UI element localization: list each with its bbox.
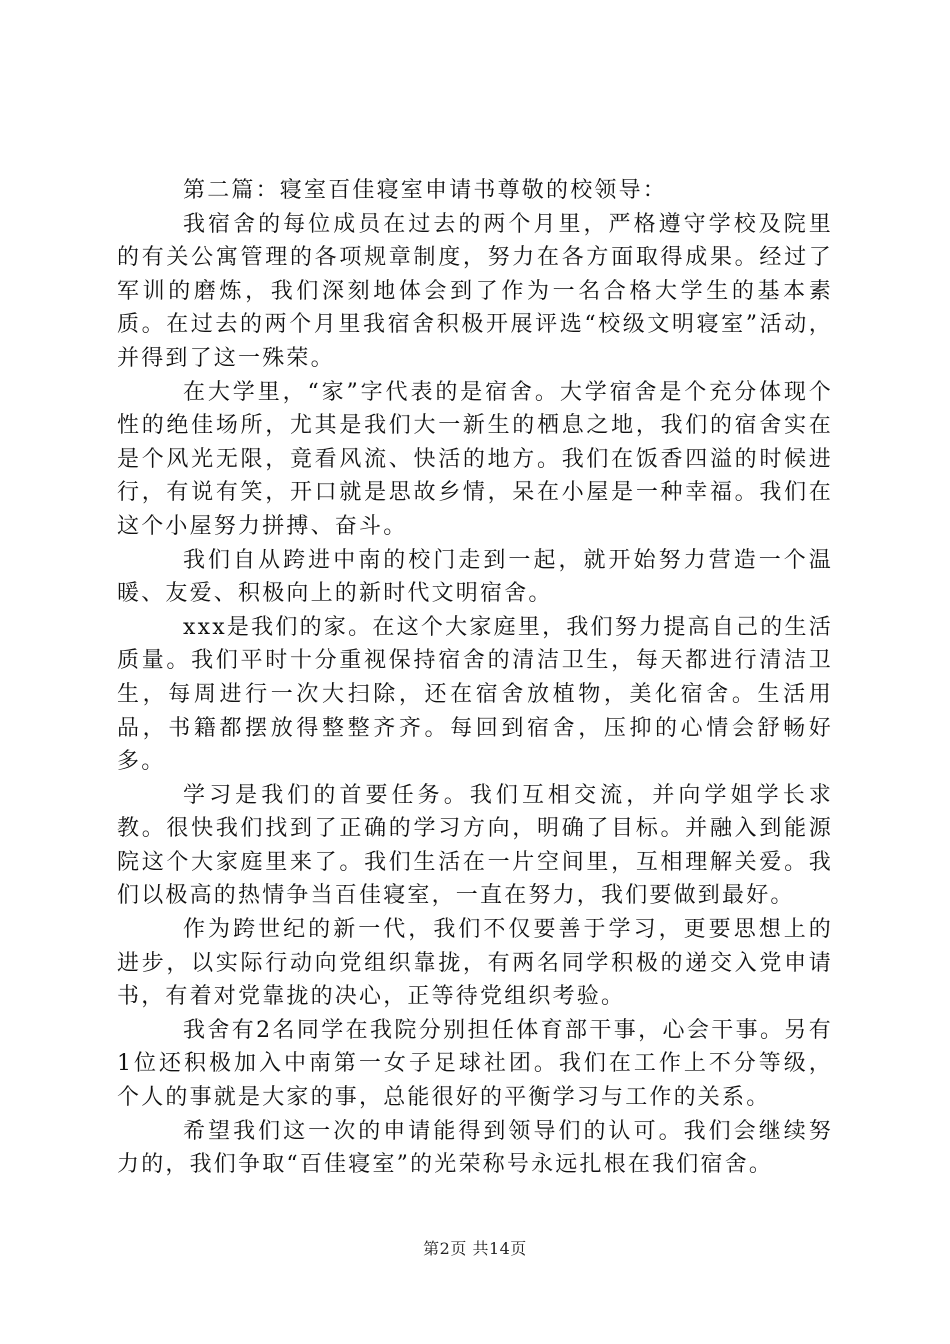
paragraph: xxx是我们的家。在这个大家庭里，我们努力提高自己的生活质量。我们平时十分重视保持宿舍的清洁卫生，每天都进行清洁卫生，每周进行一次大扫除，还在宿舍放植物，美化宿舍。生活用品，书籍都摆放得整整齐齐。每回到宿舍，压抑的心情会舒畅好多。 (117, 614, 833, 775)
paragraph: 学习是我们的首要任务。我们互相交流，并向学姐学长求教。很快我们找到了正确的学习方向，明确了目标。并融入到能源院这个大家庭里来了。我们生活在一片空间里，互相理解关爱。我们以极高的热情争当百佳寝室，一直在努力，我们要做到最好。 (117, 782, 833, 909)
paragraph: 我舍有2名同学在我院分别担任体育部干事，心会干事。另有1位还积极加入中南第一女子足球社团。我们在工作上不分等级，个人的事就是大家的事，总能很好的平衡学习与工作的关系。 (117, 1017, 833, 1111)
page-footer (0, 1238, 950, 1260)
document-title: 第二篇：寝室百佳寝室申请书尊敬的校领导： (183, 178, 668, 203)
paragraph: 作为跨世纪的新一代，我们不仅要善于学习，更要思想上的进步，以实际行动向党组织靠拢，有两名同学积极的递交入党申请书，有着对党靠拢的决心，正等待党组织考验。 (117, 917, 833, 1010)
paragraph: 我们自从跨进中南的校门走到一起，就开始努力营造一个温暖、友爱、积极向上的新时代文明宿舍。 (117, 547, 833, 607)
paragraph: 希望我们这一次的申请能得到领导们的认可。我们会继续努力的，我们争取“百佳寝室”的光荣称号永远扎根在我们宿舍。 (117, 1118, 833, 1178)
paragraph: 我宿舍的每位成员在过去的两个月里，严格遵守学校及院里的有关公寓管理的各项规章制度，努力在各方面取得成果。经过了军训的磨炼，我们深刻地体会到了作为一名合格大学生的基本素质。在过去的两个月里我宿舍积极开展评选“校级文明寝室”活动，并得到了这一殊荣。 (117, 211, 833, 371)
document-body (117, 174, 833, 1182)
paragraph: 在大学里，“家”字代表的是宿舍。大学宿舍是个充分体现个性的绝佳场所，尤其是我们大一新生的栖息之地，我们的宿舍实在是个风光无限，竟看风流、快活的地方。我们在饭香四溢的时候进行，有说有笑，开口就是思故乡情，呆在小屋是一种幸福。我们在这个小屋努力拼搏、奋斗。 (117, 379, 833, 539)
page-number-label: 第2页 共14页 (423, 1239, 527, 1258)
